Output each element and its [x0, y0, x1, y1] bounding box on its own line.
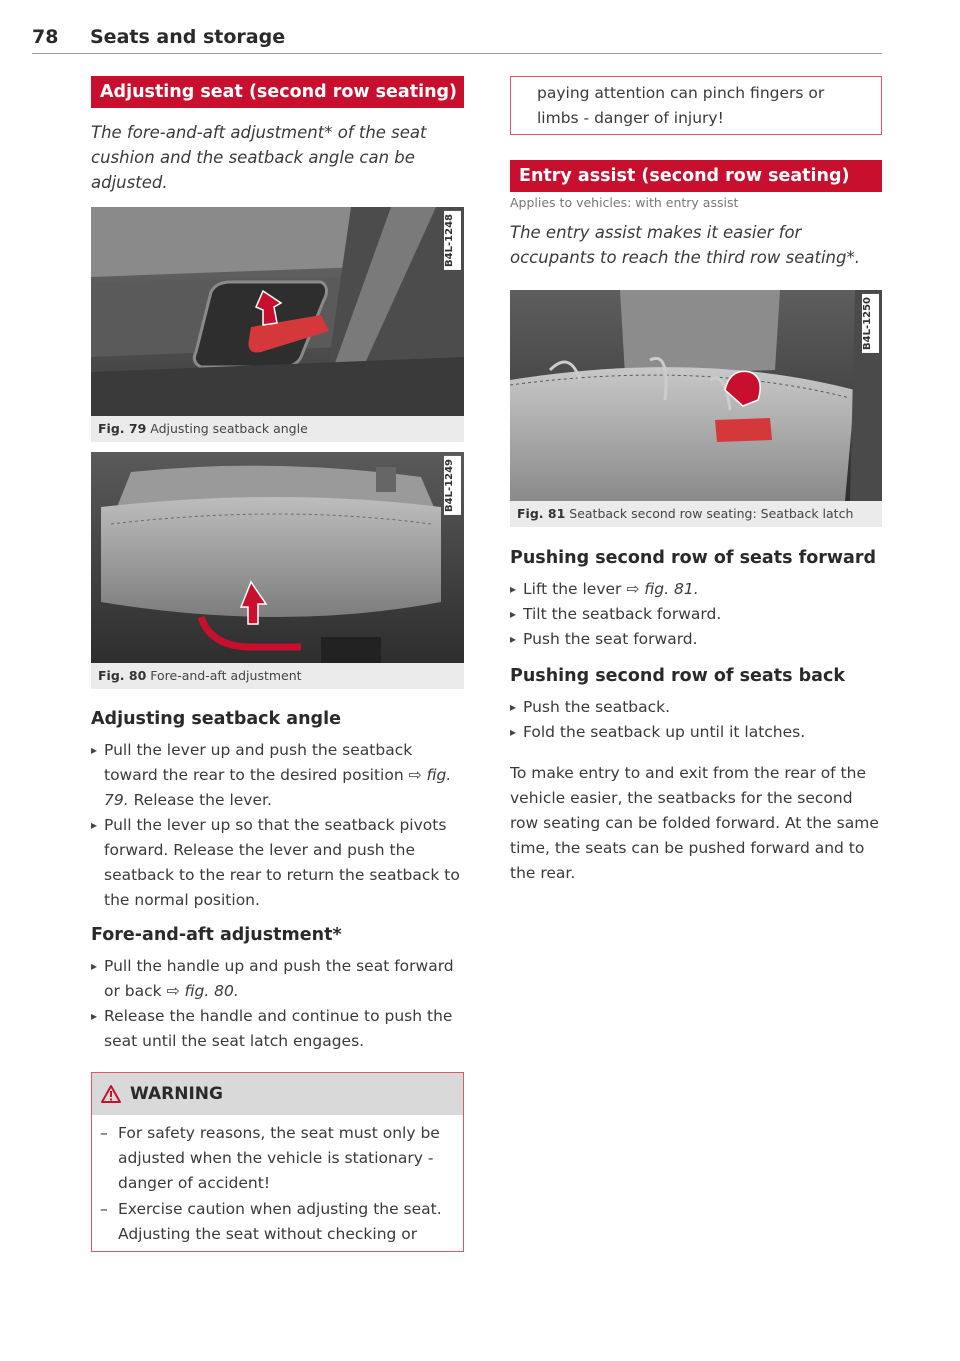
- list-item: ▸ Release the handle and continue to push the seat until the seat latch engages.: [91, 1004, 464, 1054]
- seatback-latch-illustration: [510, 290, 882, 501]
- warning-continuation-text: paying attention can pinch fingers or limbs - danger of injury!: [537, 84, 825, 127]
- page-number: 78: [32, 26, 59, 48]
- figure-81-image: [510, 290, 882, 501]
- subheading-seatback-angle: Adjusting seatback angle: [91, 709, 341, 729]
- warning-title: WARNING: [130, 1084, 223, 1104]
- bullet-list: [510, 695, 882, 745]
- figure-link[interactable]: ⇨ fig. 79.: [104, 766, 452, 809]
- warning-triangle-icon: [100, 1084, 122, 1104]
- figure-link[interactable]: ⇨ fig. 80.: [166, 982, 239, 1000]
- figure-caption-text: Adjusting seatback angle: [150, 421, 308, 436]
- figure-caption: [91, 416, 464, 442]
- right-column: [510, 76, 882, 886]
- list-item: ▸ Push the seatback.: [510, 695, 882, 720]
- left-column: [91, 76, 464, 1252]
- figure-link[interactable]: ⇨ fig. 81.: [626, 580, 699, 598]
- body-paragraph: To make entry to and exit from the rear of the vehicle easier, the seatbacks for the second row seating can be folded forward. At the same time, the seats can be pushed forward and to the rear.: [510, 764, 879, 882]
- subheading-push-forward: Pushing second row of seats forward: [510, 548, 877, 568]
- bullet-list: [91, 954, 464, 1054]
- figure-79-image: [91, 207, 464, 416]
- warning-item: – Exercise caution when adjusting the seat. Adjusting the seat without checking or: [100, 1197, 455, 1247]
- figure-caption-text: Seatback second row seating: Seatback latch: [569, 506, 854, 521]
- list-item: ▸ Push the seat forward.: [510, 627, 882, 652]
- figure-code: B4L-1249: [444, 456, 461, 515]
- warning-continuation: [510, 76, 882, 135]
- warning-item: – For safety reasons, the seat must only be adjusted when the vehicle is stationary - danger of accident!: [100, 1121, 455, 1196]
- applies-to-note: Applies to vehicles: with entry assist: [510, 195, 739, 210]
- list-item: ▸ Tilt the seatback forward.: [510, 602, 882, 627]
- seat-handle-illustration: [91, 452, 464, 663]
- seatback-lever-illustration: [91, 207, 464, 416]
- intro-text: The entry assist makes it easier for occupants to reach the third row seating*.: [510, 223, 860, 267]
- figure-caption-text: Fore-and-aft adjustment: [150, 668, 302, 683]
- section-heading: Entry assist (second row seating): [510, 160, 882, 192]
- warning-header: [92, 1073, 463, 1115]
- subheading-fore-aft: Fore-and-aft adjustment*: [91, 925, 342, 945]
- figure-caption: [510, 501, 882, 527]
- list-item: ▸ Pull the handle up and push the seat forward or back ⇨ fig. 80.: [91, 954, 464, 1004]
- bullet-list: [510, 577, 882, 652]
- warning-box: [91, 1072, 464, 1252]
- figure-code: B4L-1248: [444, 211, 461, 270]
- figure-80: [91, 452, 464, 689]
- figure-label: Fig. 80: [98, 668, 147, 683]
- subheading-push-back: Pushing second row of seats back: [510, 666, 845, 686]
- list-item: ▸ Lift the lever ⇨ fig. 81.: [510, 577, 882, 602]
- figure-label: Fig. 81: [517, 506, 566, 521]
- figure-code: B4L-1250: [862, 294, 879, 353]
- figure-caption: [91, 663, 464, 689]
- figure-81: [510, 290, 882, 527]
- page-header: [32, 24, 882, 54]
- figure-79: [91, 207, 464, 442]
- section-heading: Adjusting seat (second row seating): [91, 76, 464, 108]
- figure-80-image: [91, 452, 464, 663]
- intro-text: The fore-and-aft adjustment* of the seat cushion and the seatback angle can be adjusted.: [91, 123, 427, 192]
- list-item: ▸ Fold the seatback up until it latches.: [510, 720, 882, 745]
- warning-body: [92, 1115, 463, 1251]
- figure-label: Fig. 79: [98, 421, 147, 436]
- section-title: Seats and storage: [90, 26, 286, 48]
- bullet-list: [91, 738, 464, 913]
- list-item: ▸ Pull the lever up so that the seatback pivots forward. Release the lever and push the seatback to the rear to return the seatback to the normal position.: [91, 813, 464, 913]
- list-item: ▸ Pull the lever up and push the seatback toward the rear to the desired position ⇨ fig. 79. Release the lever.: [91, 738, 464, 813]
